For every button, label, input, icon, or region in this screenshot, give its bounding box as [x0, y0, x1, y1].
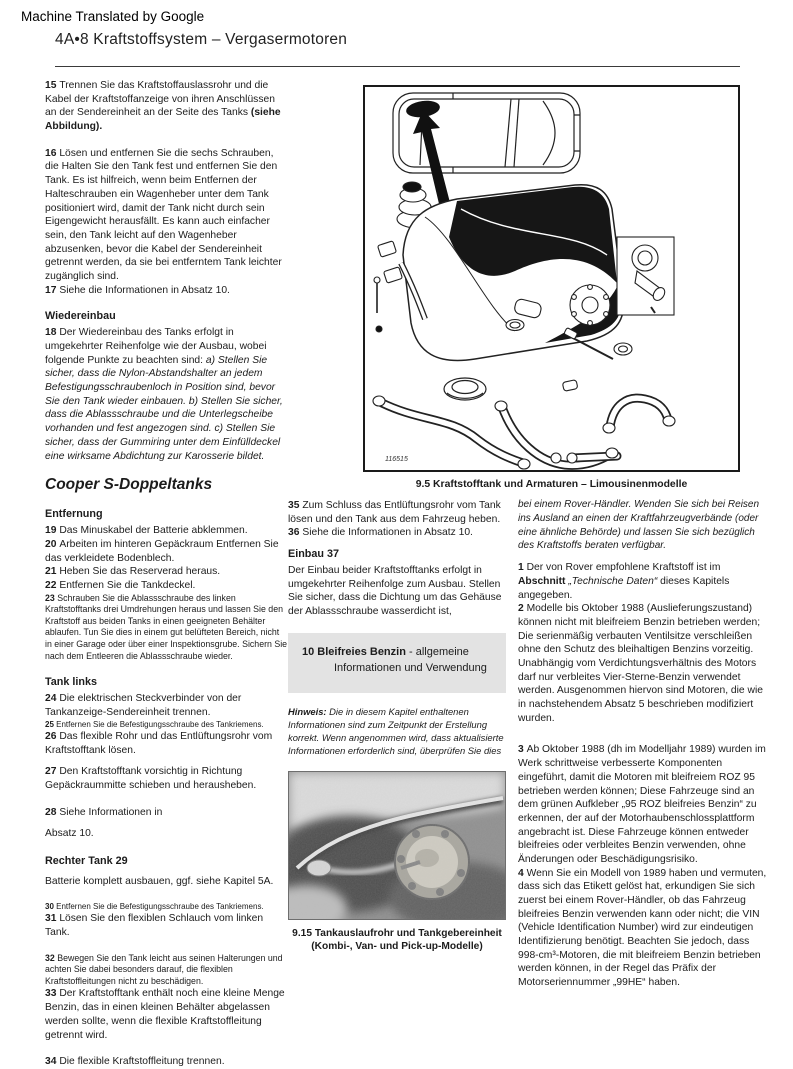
paragraph: 33 Der Kraftstofftank enthält noch eine kleine Menge Benzin, das in einen kleinen Behälter abgelassen werden sollte, wenn die flexible Kraftstoffleitung getrennt wird. [45, 988, 285, 1041]
page-title: 4A•8 Kraftstoffsystem – Vergasermotoren [55, 31, 348, 48]
paragraph: 21 Heben Sie das Reserverad heraus. [45, 566, 221, 578]
paragraph: 30 Entfernen Sie die Befestigungsschraube des Tankriemens. [45, 901, 264, 911]
paragraph: Batterie komplett ausbauen, ggf. siehe Kapitel 5A. [45, 876, 274, 888]
paragraph: Tank links [45, 676, 98, 689]
paragraph: 19 Das Minuskabel der Batterie abklemmen. [45, 525, 248, 537]
machine-translated-watermark: Machine Translated by Google [21, 9, 205, 24]
paragraph: Hinweis: Die in diesem Kapitel enthaltenen Informationen sind zum Zeitpunkt der Erstellung korrekt. Wenn angenommen wird, dass aktualisierte Informationen erforderlich sind, überprüfen Sie dies [288, 705, 504, 756]
paragraph: 32 Bewegen Sie den Tank leicht aus seinen Halterungen und achten Sie dabei besonders darauf, die flexiblen Kraftstoffleitungen nicht zu beschädigen. [45, 952, 283, 986]
paragraph: Entfernung [45, 508, 103, 521]
paragraph: 22 Entfernen Sie die Tankdeckel. [45, 579, 196, 591]
paragraph: 24 Die elektrischen Steckverbinder von der Tankanzeige-Sendereinheit trennen. [45, 693, 242, 718]
paragraph: 3 Ab Oktober 1988 (dh im Modelljahr 1989) wurden im Werk schrittweise verbesserte Komponenten eingeführt, damit die Motoren mit bleifreiem ROZ 95 betrieben werden können; Diese Fahrzeuge sind an dem grünen Aufkleber „95 ROZ bleifreies Benzin“ zu erkennen, der auf der Motorhaubenschlossplattform angebracht ist. Diese Fahrzeuge können entweder bleifreies oder verbleites Benzin verwenden, ohne Änderungen oder Beschädigungsrisiko. [518, 744, 766, 865]
paragraph: 18 Der Wiedereinbau des Tanks erfolgt in umgekehrter Reihenfolge wie der Ausbau, wobei folgende Punkte zu beachten sind: a) Stellen Sie sicher, dass die Nylon-Abstandshalter an jedem Befestigungsschraubenloch in Position sind, bevor Sie den Tank wieder einbauen. b) Stellen Sie sicher, dass die Ablassschraube und die Unterlegscheibe vorhanden und fest angezogen sind. c) Stellen Sie sicher, dass der Gummiring unter dem Einfülldeckel eine wirksame Abdichtung zur Karosserie bildet. [45, 327, 283, 462]
paragraph: Einbau 37 [288, 548, 340, 561]
paragraph: 1 Der von Rover empfohlene Kraftstoff ist im Abschnitt „Technische Daten“ dieses Kapitels angegeben. [518, 562, 730, 601]
paragraph: 25 Entfernen Sie die Befestigungsschraube des Tankriemens. [45, 719, 264, 729]
note-block [288, 706, 506, 758]
paragraph: 31 Lösen Sie den flexiblen Schlauch vom linken Tank. [45, 913, 264, 938]
paragraph: Rechter Tank 29 [45, 855, 128, 868]
middle-text [288, 499, 506, 619]
section-box-title-line2: Informationen und Verwendung [334, 661, 487, 674]
paragraph: 34 Die flexible Kraftstoffleitung trennen. [45, 1056, 225, 1068]
sender-unit-inset [617, 237, 674, 315]
paragraph: 35 Zum Schluss das Entlüftungsrohr vom Tank lösen und den Tank aus dem Fahrzeug heben. [288, 500, 501, 525]
figure-9-5-frame [363, 85, 740, 472]
paragraph: Wiedereinbau [45, 310, 116, 323]
middle-column [288, 499, 506, 954]
left-column [45, 79, 288, 1069]
paragraph: Cooper S-Doppeltanks [45, 476, 213, 494]
sender-unit-photo-image [289, 772, 505, 919]
drawing-number: 116515 [385, 456, 408, 463]
paragraph: Der Einbau beider Kraftstofftanks erfolgt in umgekehrter Reihenfolge zum Ausbau. Stellen Sie sicher, dass die Dichtung um das Gehäuse der Ablassschraube wasserdicht ist, [288, 565, 502, 618]
paragraph: 20 Arbeiten im hinteren Gepäckraum Entfernen Sie das verkleidete Bodenblech. [45, 538, 279, 564]
paragraph: 16 Lösen und entfernen Sie die sechs Schrauben, die Halten Sie den Tank fest und entfernen Sie den Tank. Es ist hilfreich, wenn beim Entfernen der Halteschrauben ein Wagenheber unter dem Tank positioniert wird, damit der Tank nicht durch sein Eigengewicht herausfällt. Es kann auch einfacher sein, den Tank leicht auf den Wagenheber abzusenken, bevor die Kabel der Sendereinheit getrennt werden, da sie bei entferntem Tank leichter zugänglich sind. [45, 147, 282, 282]
paragraph: Absatz 10. [45, 828, 94, 840]
section-box-unleaded-petrol [288, 633, 506, 693]
right-column [518, 498, 767, 990]
paragraph: 17 Siehe die Informationen in Absatz 10. [45, 284, 230, 296]
photo-caption-line1: 9.15 Tankauslaufrohr und Tankgebereinheit [292, 927, 502, 939]
photo-9-15 [288, 771, 506, 920]
title-divider [55, 66, 740, 67]
paragraph: 23 Schrauben Sie die Ablassschraube des linken Kraftstofftanks drei Umdrehungen heraus und lassen Sie den Kraftstoff aus beiden Tanks in einen geeigneten Behälter ablaufen. Tun Sie dies in einem gut belüfteten Bereich, nicht in einer Garage oder über einer Inspektionsgrube. Sichern Sie nach dem Entleeren die Ablassschraube wieder. [45, 592, 288, 661]
photo-caption-line2: (Kombi-, Van- und Pick-up-Modelle) [311, 941, 483, 953]
photo-9-15-caption [288, 927, 506, 955]
figure-9-5-caption: 9.5 Kraftstofftank und Armaturen – Limousinenmodelle [415, 479, 688, 490]
paragraph: 27 Den Kraftstofftank vorsichtig in Richtung Gepäckraummitte schieben und herausheben. [45, 766, 257, 792]
paragraph: 2 Modelle bis Oktober 1988 (Auslieferungszustand) können nicht mit bleifreiem Benzin betrieben werden; Die serienmäßig verbauten Ventilsitze verschleißen ohne den Schutz des bleihaltigen Benzins vorzeitig. Unabhängig vom Verdichtungsverhältnis des Motors darf nur verbleites Vier-Sterne-Benzin verwendet werden. Ausgenommen hiervon sind Motoren, die wie in nachstehendem Absatz 5 beschrieben modifiziert wurden. [518, 603, 763, 724]
fuel-tank-exploded-drawing [365, 87, 738, 470]
paragraph: bei einem Rover-Händler. Wenden Sie sich bei Reisen ins Ausland an einen der Kraftfahrzeugverbände (oder eine ähnliche Behörde) und lassen Sie sich bezüglich des Kraftstoffs beraten verfügbar. [518, 499, 760, 552]
paragraph: 15 Trennen Sie das Kraftstoffauslassrohr und die Kabel der Kraftstoffanzeige von ihren Anschlüssen an der Sendereinheit an der Seite des Tanks (siehe Abbildung). [45, 80, 281, 133]
paragraph: 4 Wenn Sie ein Modell von 1989 haben und vermuten, dass sich das Etikett gelöst hat, erkundigen Sie sich zuerst bei einem Rover-Händler, ob das Fahrzeug bleifreies Benzin verwenden kann oder nicht; die VIN (Vehicle Identification Number) wird zur eindeutigen Identifizierung benötigt. Beachten Sie jedoch, dass 998-cm³-Motoren, die mit bleifreiem Benzin betrieben werden können, in der Regel das Präfix der Motorseriennummer „99HE“ haben. [518, 867, 767, 989]
paragraph: 28 Siehe Informationen in [45, 806, 163, 818]
section-box-title-line1: 10 Bleifreies Benzin - allgemeine [302, 645, 469, 658]
paragraph: 36 Siehe die Informationen in Absatz 10. [288, 527, 473, 539]
paragraph: 26 Das flexible Rohr und das Entlüftungsrohr vom Kraftstofftank lösen. [45, 731, 273, 756]
